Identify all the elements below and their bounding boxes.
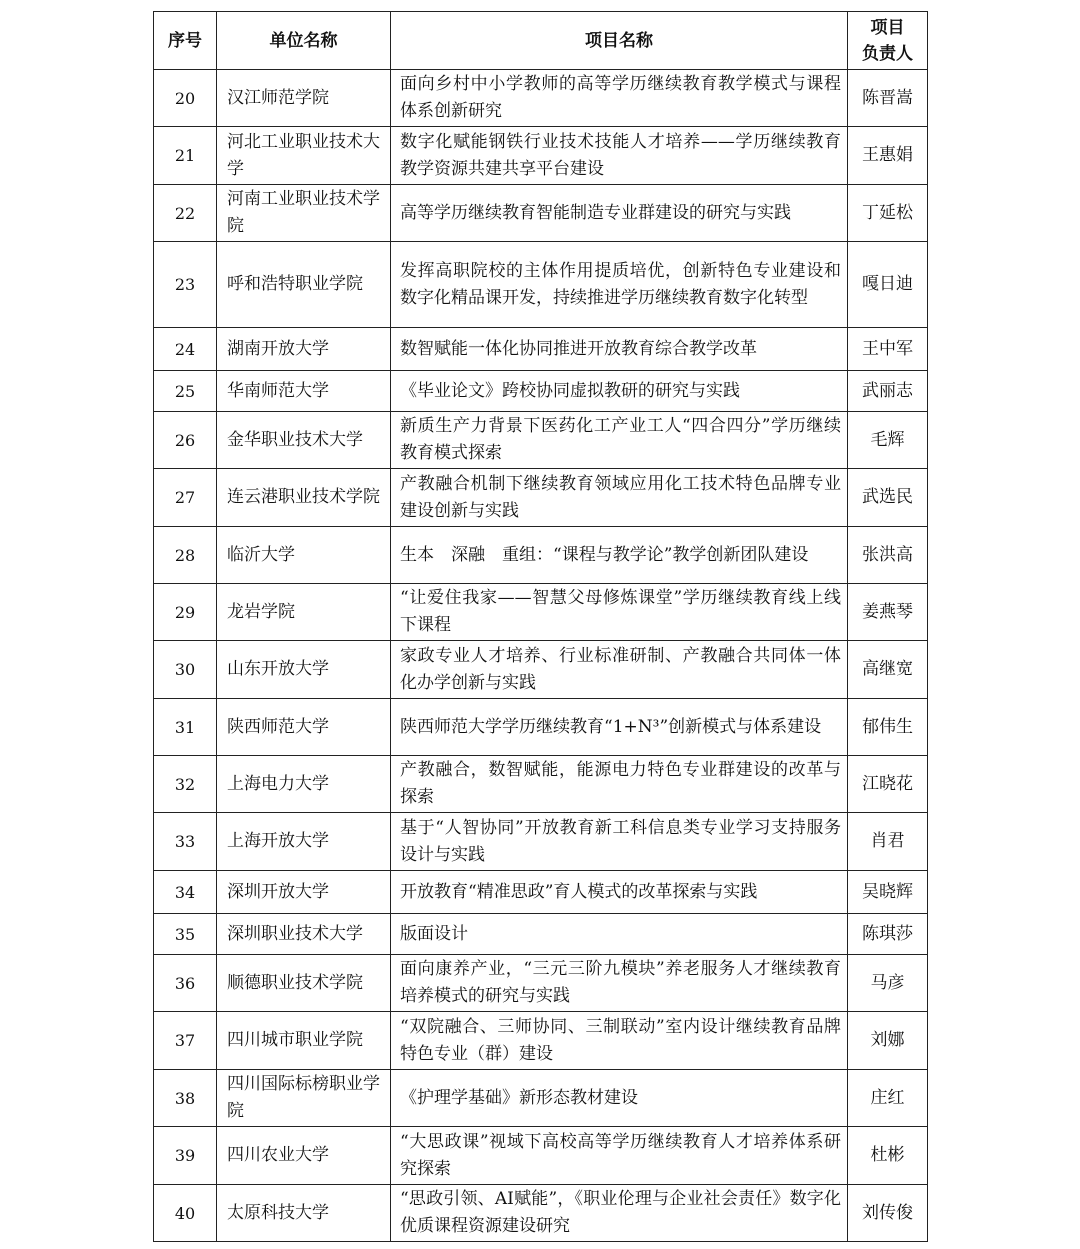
project-leader: 王惠娟 (848, 127, 928, 185)
project-leader: 王中军 (848, 328, 928, 371)
project-name: 《护理学基础》新形态教材建设 (391, 1070, 848, 1127)
row-number: 31 (154, 699, 217, 756)
header-project: 项目名称 (391, 12, 848, 70)
unit-name: 深圳开放大学 (217, 871, 391, 914)
table-row (154, 469, 928, 527)
unit-name: 上海电力大学 (217, 756, 391, 813)
projects-table (153, 11, 928, 1242)
project-name: “双院融合、三师协同、三制联动”室内设计继续教育品牌特色专业（群）建设 (391, 1012, 848, 1070)
row-number: 36 (154, 955, 217, 1012)
project-name: 版面设计 (391, 914, 848, 955)
table-row (154, 813, 928, 871)
row-number: 29 (154, 584, 217, 641)
header-row (154, 12, 928, 70)
table-row (154, 1185, 928, 1242)
project-name: 数字化赋能钢铁行业技术技能人才培养——学历继续教育教学资源共建共享平台建设 (391, 127, 848, 185)
row-number: 32 (154, 756, 217, 813)
project-name: 面向乡村中小学教师的高等学历继续教育教学模式与课程体系创新研究 (391, 70, 848, 127)
header-leader-line2: 负责人 (862, 43, 913, 64)
project-name: 开放教育“精准思政”育人模式的改革探索与实践 (391, 871, 848, 914)
project-name: 基于“人智协同”开放教育新工科信息类专业学习支持服务设计与实践 (391, 813, 848, 871)
unit-name: 四川国际标榜职业学院 (217, 1070, 391, 1127)
row-number: 30 (154, 641, 217, 699)
row-number: 22 (154, 185, 217, 242)
unit-name: 山东开放大学 (217, 641, 391, 699)
table-row (154, 70, 928, 127)
row-number: 33 (154, 813, 217, 871)
project-leader: 江晓花 (848, 756, 928, 813)
header-unit: 单位名称 (217, 12, 391, 70)
project-name: 生本 深融 重组：“课程与教学论”教学创新团队建设 (391, 527, 848, 584)
project-leader: 姜燕琴 (848, 584, 928, 641)
row-number: 25 (154, 371, 217, 412)
unit-name: 金华职业技术大学 (217, 412, 391, 469)
table-row (154, 527, 928, 584)
table-header (154, 12, 928, 70)
table-row (154, 871, 928, 914)
header-leader (848, 12, 928, 70)
table-row (154, 914, 928, 955)
project-leader: 刘传俊 (848, 1185, 928, 1242)
row-number: 39 (154, 1127, 217, 1185)
project-name: 新质生产力背景下医药化工产业工人“四合四分”学历继续教育模式探索 (391, 412, 848, 469)
unit-name: 四川农业大学 (217, 1127, 391, 1185)
row-number: 27 (154, 469, 217, 527)
project-name: “大思政课”视域下高校高等学历继续教育人才培养体系研究探索 (391, 1127, 848, 1185)
project-leader: 杜彬 (848, 1127, 928, 1185)
project-name: 陕西师范大学学历继续教育“1+N³”创新模式与体系建设 (391, 699, 848, 756)
project-leader: 武丽志 (848, 371, 928, 412)
project-name: 数智赋能一体化协同推进开放教育综合教学改革 (391, 328, 848, 371)
project-leader: 刘娜 (848, 1012, 928, 1070)
table-body (154, 70, 928, 1242)
unit-name: 华南师范大学 (217, 371, 391, 412)
header-leader-line1: 项目 (870, 17, 905, 38)
project-name: 产教融合机制下继续教育领域应用化工技术特色品牌专业建设创新与实践 (391, 469, 848, 527)
table-row (154, 1070, 928, 1127)
table-row (154, 242, 928, 328)
row-number: 38 (154, 1070, 217, 1127)
header-no: 序号 (154, 12, 217, 70)
project-leader: 高继宽 (848, 641, 928, 699)
project-name: 发挥高职院校的主体作用提质培优，创新特色专业建设和数字化精品课开发，持续推进学历继续教育数字化转型 (391, 242, 848, 328)
table-row (154, 127, 928, 185)
unit-name: 呼和浩特职业学院 (217, 242, 391, 328)
unit-name: 陕西师范大学 (217, 699, 391, 756)
project-leader: 马彦 (848, 955, 928, 1012)
unit-name: 上海开放大学 (217, 813, 391, 871)
project-name: 家政专业人才培养、行业标准研制、产教融合共同体一体化办学创新与实践 (391, 641, 848, 699)
project-name: 高等学历继续教育智能制造专业群建设的研究与实践 (391, 185, 848, 242)
project-leader: 郁伟生 (848, 699, 928, 756)
project-name: “思政引领、AI赋能”，《职业伦理与企业社会责任》数字化优质课程资源建设研究 (391, 1185, 848, 1242)
unit-name: 连云港职业技术学院 (217, 469, 391, 527)
row-number: 23 (154, 242, 217, 328)
row-number: 37 (154, 1012, 217, 1070)
unit-name: 龙岩学院 (217, 584, 391, 641)
table-row (154, 955, 928, 1012)
table-row (154, 699, 928, 756)
unit-name: 湖南开放大学 (217, 328, 391, 371)
project-name: “让爱住我家——智慧父母修炼课堂”学历继续教育线上线下课程 (391, 584, 848, 641)
table-row (154, 1127, 928, 1185)
project-leader: 陈琪莎 (848, 914, 928, 955)
row-number: 28 (154, 527, 217, 584)
project-leader: 丁延松 (848, 185, 928, 242)
table-row (154, 756, 928, 813)
unit-name: 顺德职业技术学院 (217, 955, 391, 1012)
row-number: 21 (154, 127, 217, 185)
row-number: 24 (154, 328, 217, 371)
project-leader: 肖君 (848, 813, 928, 871)
project-leader: 陈晋嵩 (848, 70, 928, 127)
unit-name: 太原科技大学 (217, 1185, 391, 1242)
unit-name: 四川城市职业学院 (217, 1012, 391, 1070)
row-number: 35 (154, 914, 217, 955)
table-row (154, 412, 928, 469)
project-name: 《毕业论文》跨校协同虚拟教研的研究与实践 (391, 371, 848, 412)
project-leader: 张洪高 (848, 527, 928, 584)
project-leader: 庄红 (848, 1070, 928, 1127)
table-row (154, 584, 928, 641)
row-number: 40 (154, 1185, 217, 1242)
project-leader: 毛辉 (848, 412, 928, 469)
table-row (154, 371, 928, 412)
project-leader: 嘎日迪 (848, 242, 928, 328)
unit-name: 临沂大学 (217, 527, 391, 584)
table-row (154, 1012, 928, 1070)
project-leader: 吴晓辉 (848, 871, 928, 914)
row-number: 20 (154, 70, 217, 127)
table-row (154, 641, 928, 699)
project-name: 面向康养产业，“三元三阶九模块”养老服务人才继续教育培养模式的研究与实践 (391, 955, 848, 1012)
table-row (154, 328, 928, 371)
project-leader: 武选民 (848, 469, 928, 527)
row-number: 34 (154, 871, 217, 914)
unit-name: 河北工业职业技术大学 (217, 127, 391, 185)
project-name: 产教融合，数智赋能，能源电力特色专业群建设的改革与探索 (391, 756, 848, 813)
unit-name: 汉江师范学院 (217, 70, 391, 127)
unit-name: 河南工业职业技术学院 (217, 185, 391, 242)
row-number: 26 (154, 412, 217, 469)
unit-name: 深圳职业技术大学 (217, 914, 391, 955)
table-row (154, 185, 928, 242)
